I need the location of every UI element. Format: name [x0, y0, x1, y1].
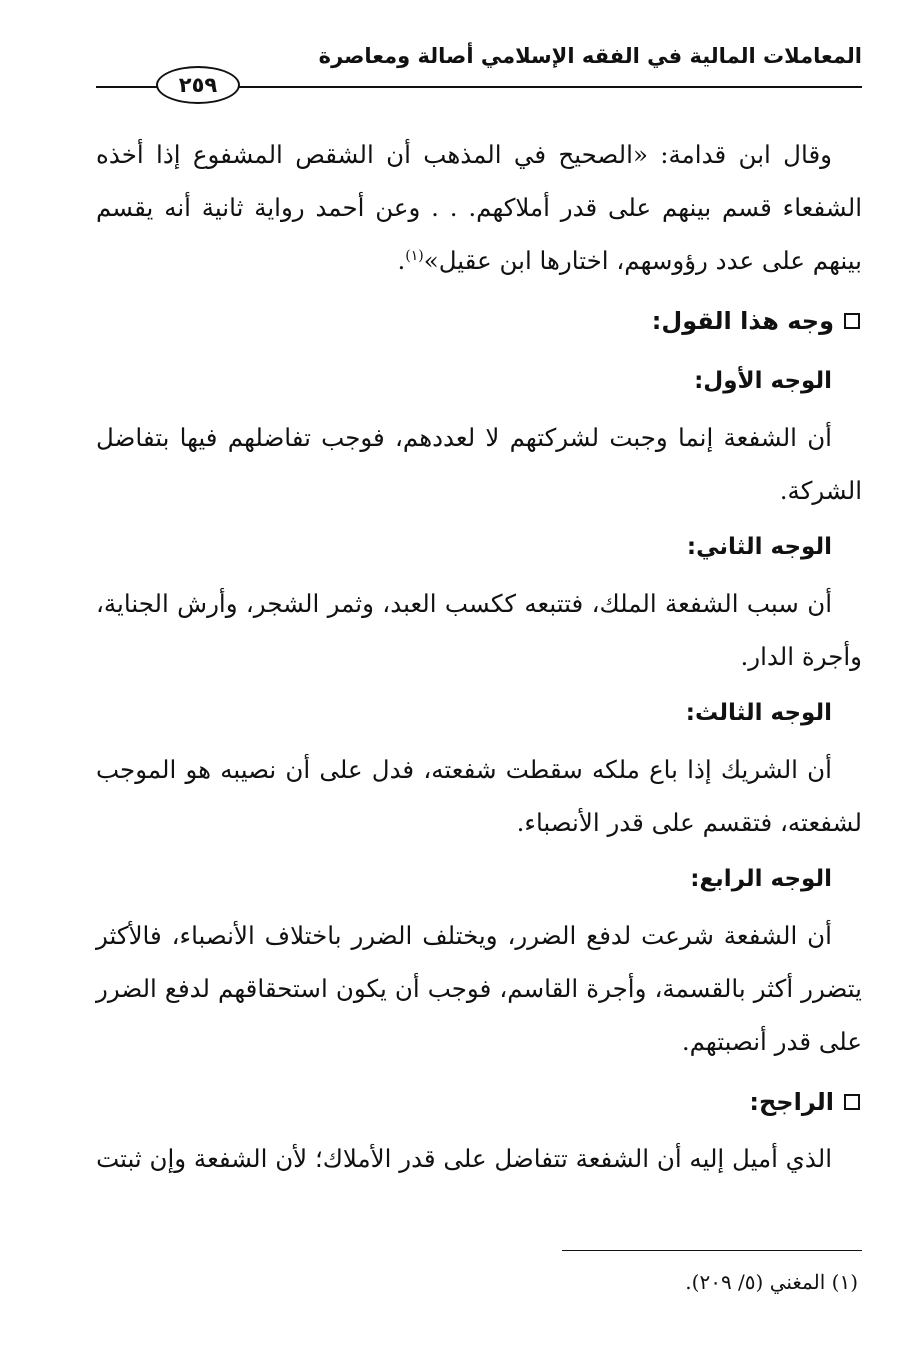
page-number-badge — [156, 66, 240, 104]
intro-end: . — [397, 246, 406, 275]
square-bullet-icon — [844, 313, 860, 329]
section-heading — [96, 291, 862, 351]
intro-paragraph — [96, 128, 862, 287]
section-heading-text: وجه هذا القول: — [651, 307, 834, 335]
preferred-text: الذي أميل إليه أن الشفعة تتفاضل على قدر الأملاك؛ لأن الشفعة وإن ثبتت — [96, 1144, 832, 1173]
aspect-heading-4: الوجه الرابع: — [690, 866, 832, 892]
aspect-heading-3: الوجه الثالث: — [685, 700, 832, 726]
aspect-text-1: أن الشفعة إنما وجبت لشركتهم لا لعددهم، فوجب تفاضلهم فيها بتفاضل الشركة. — [96, 423, 862, 505]
preferred-heading-text: الراجح: — [749, 1088, 834, 1116]
aspect-heading-1: الوجه الأول: — [694, 368, 832, 394]
page-body — [96, 128, 862, 1185]
intro-quote: وقال ابن قدامة: «الصحيح في المذهب أن الشقص المشفوع إذا أخذه الشفعاء قسم بينهم على قدر أملاكهم. . . وعن أحمد رواية ثانية أنه يقسم بينهم على عدد رؤوسهم، اختارها ابن عقيل» — [96, 140, 862, 275]
aspect-text-4: أن الشفعة شرعت لدفع الضرر، ويختلف الضرر باختلاف الأنصباء، فالأكثر يتضرر أكثر بالقسمة، وأجرة القاسم، فوجب أن يكون استحقاقهم لدفع الضرر على قدر أنصبتهم. — [96, 921, 862, 1056]
square-bullet-icon — [844, 1094, 860, 1110]
footnote-reference[interactable]: (١) — [405, 247, 424, 264]
footnote-separator — [562, 1250, 862, 1251]
page-number: ٢٥٩ — [178, 73, 218, 97]
aspect-heading-2: الوجه الثاني: — [686, 534, 832, 560]
aspect-text-2: أن سبب الشفعة الملك، فتتبعه ككسب العبد، وثمر الشجر، وأرش الجناية، وأجرة الدار. — [96, 589, 862, 671]
preferred-heading — [96, 1072, 862, 1132]
aspect-text-3: أن الشريك إذا باع ملكه سقطت شفعته، فدل على أن نصيبه هو الموجب لشفعته، فتقسم على قدر الأنصباء. — [96, 755, 862, 837]
running-header-title: المعاملات المالية في الفقه الإسلامي أصالة ومعاصرة — [318, 44, 862, 68]
footnote-1: (١) المغني (٥/ ٢٠٩). — [685, 1270, 858, 1294]
